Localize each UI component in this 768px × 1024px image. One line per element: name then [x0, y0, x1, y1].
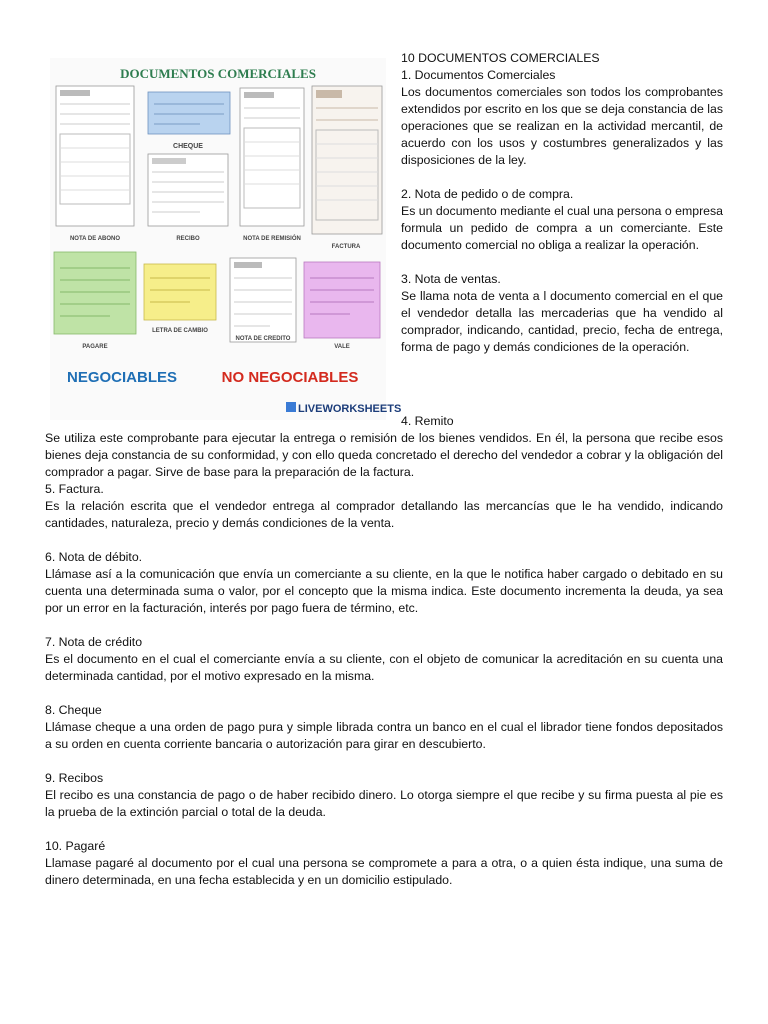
section-8-body: Llámase cheque a una orden de pago pura y simple librada contra un banco en el cual el librador tiene fondos depositados a su orden en cuenta corriente bancaria o autorización para girar en descubierto.	[45, 720, 723, 751]
section-6-body: Llámase así a la comunicación que envía un comerciante a su cliente, en la que le notifica haber cargado o debitado en su cuenta una determinada suma o valor, por el concepto que la misma indica. Este documento incrementa la deuda, ya sea por un error en la facturación, interés por pago fuera de término, etc.	[45, 567, 723, 615]
nota-credito-doc	[230, 258, 296, 342]
section-9-body: El recibo es una constancia de pago o de haber recibido dinero. Lo otorga siempre el que recibe y su firma puesta al pie es la prueba de la extinción parcial o total de la deuda.	[45, 788, 723, 819]
label-nota-abono: NOTA DE ABONO	[69, 236, 121, 242]
no-negociables-label: NO NEGOCIABLES	[221, 369, 359, 386]
label-nota-credito: NOTA DE CREDITO	[235, 336, 291, 342]
section-10	[45, 838, 723, 889]
letra-cambio-doc	[144, 264, 216, 320]
label-factura: FACTURA	[331, 244, 361, 250]
section-5	[45, 481, 723, 532]
vale-doc	[304, 262, 380, 338]
section-6	[45, 549, 723, 617]
main-title: 10 DOCUMENTOS COMERCIALES	[401, 51, 600, 65]
documents-illustration	[50, 58, 402, 420]
section-7-body: Es el documento en el cual el comerciante envía a su cliente, con el objeto de comunicar la acreditación en su cuenta una determinada cantidad, por el motivo expresado en la misma.	[45, 652, 723, 683]
section-3-body: Se llama nota de venta a l documento comercial en el que el vendedor detalla las mercaderias que ha vendido al comprador, indicando, cantidad, precio, fecha de entrega, forma de pago y demás condiciones de la operación.	[401, 289, 723, 354]
documents-collage	[50, 58, 402, 420]
banner-title: DOCUMENTOS COMERCIALES	[120, 66, 316, 81]
section-9	[45, 770, 723, 821]
nota-remision-doc	[240, 88, 304, 226]
section-1-body: Los documentos comerciales son todos los comprobantes extendidos por escrito en los que se deja constancia de las operaciones que se realizan en la actividad mercantil, de acuerdo con los usos y costumbres generalizados y las disposiciones de la ley.	[401, 85, 723, 167]
section-4-heading: 4. Remito	[401, 414, 454, 428]
section-7-heading: 7. Nota de crédito	[45, 635, 143, 649]
intro-column	[401, 50, 723, 356]
label-recibo: RECIBO	[176, 236, 200, 242]
factura-doc	[312, 86, 382, 234]
section-8-heading: 8. Cheque	[45, 703, 102, 717]
section-5-body: Es la relación escrita que el vendedor entrega al comprador detallando las mercancías que le ha vendido, indicando cantidades, naturaleza, precio y demás condiciones de la venta.	[45, 499, 723, 530]
section-8	[45, 702, 723, 753]
label-nota-remision: NOTA DE REMISIÓN	[243, 236, 301, 242]
label-letra-cambio: LETRA DE CAMBIO	[152, 328, 208, 334]
section-7	[45, 634, 723, 685]
liveworksheets-logo-icon	[286, 402, 296, 412]
section-4-body: Se utiliza este comprobante para ejecutar la entrega o remisión de los bienes vendidos. En él, la persona que recibe esos bienes deja constancia de su conformidad, y con ello queda concretado el derecho del vendedor a cobrar y la obligación del comprador a pagar. Sirve de base para la preparación de la factura.	[45, 431, 723, 479]
liveworksheets-watermark: LIVEWORKSHEETS	[298, 403, 402, 415]
label-vale: VALE	[334, 344, 350, 350]
section-9-heading: 9. Recibos	[45, 771, 104, 785]
negociables-label: NEGOCIABLES	[66, 369, 178, 386]
section-10-heading: 10. Pagaré	[45, 839, 106, 853]
section-10-body: Llamase pagaré al documento por el cual una persona se compromete a para a otra, o a quien ésta indique, una suma de dinero determinada, en una fecha establecida y en un domicilio estipulado.	[45, 856, 723, 887]
label-pagare: PAGARE	[82, 344, 108, 350]
cheque-doc	[148, 92, 230, 134]
section-6-heading: 6. Nota de débito.	[45, 550, 143, 564]
label-cheque: CHEQUE	[173, 143, 203, 150]
pagare-doc	[54, 252, 136, 334]
section-2-heading: 2. Nota de pedido o de compra.	[401, 187, 574, 201]
section-3-heading: 3. Nota de ventas.	[401, 272, 501, 286]
recibo-doc	[148, 154, 228, 226]
section-5-heading: 5. Factura.	[45, 482, 104, 496]
body-full-width	[45, 413, 723, 889]
section-1-heading: 1. Documentos Comerciales	[401, 68, 556, 82]
nota-abono-doc	[56, 86, 134, 226]
section-2-body: Es un documento mediante el cual una persona o empresa formula un pedido de compra a un comerciante. Este documento comercial no obliga a realizar la operación.	[401, 204, 723, 252]
